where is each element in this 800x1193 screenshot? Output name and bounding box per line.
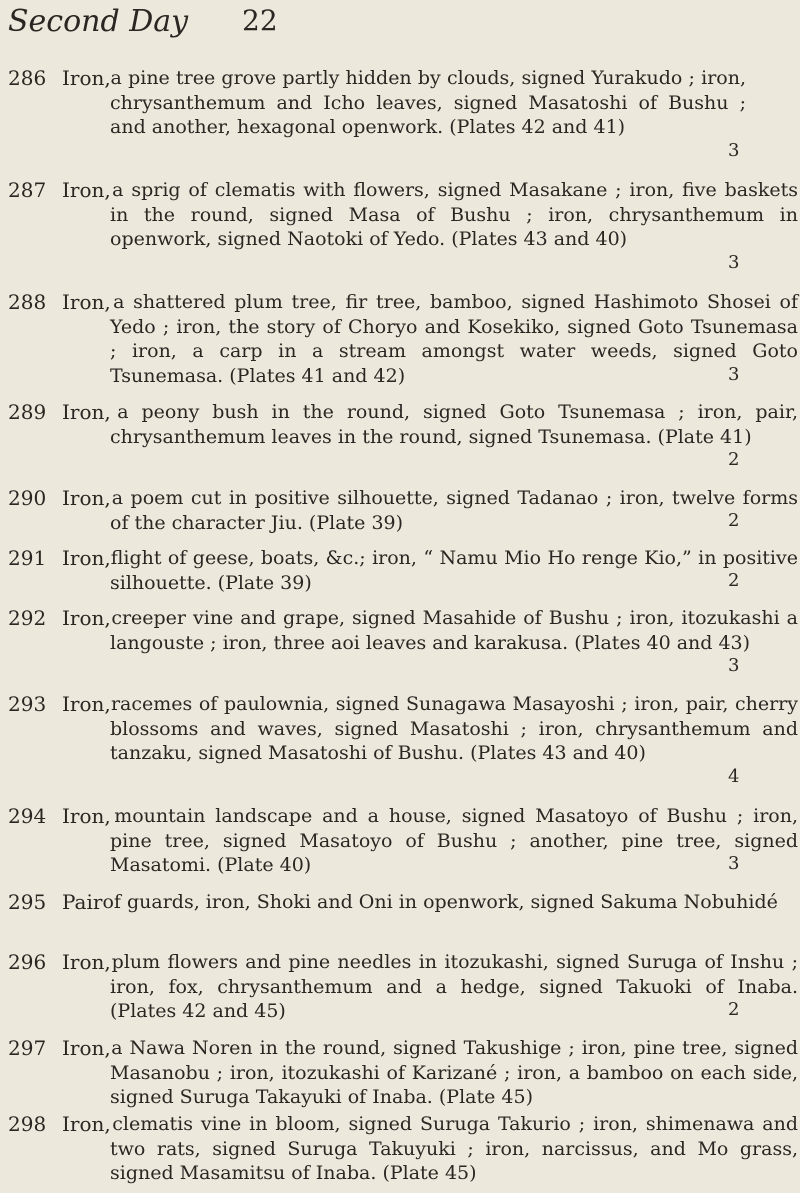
lot-description: [58, 66, 746, 140]
lot-quantity: 3: [728, 140, 740, 161]
lot-description: [58, 804, 798, 878]
lot-quantity: 2: [728, 449, 740, 470]
lot-description: [58, 290, 798, 388]
lot-number: 293: [8, 692, 47, 716]
lot-quantity: 2: [728, 570, 740, 591]
lot-lead-word: Iron,: [62, 950, 111, 974]
lot-description-text: a shattered plum tree, fir tree, bamboo, signed Hashimoto Shosei of Yedo ; iron, the story of Choryo and Kosekiko, signed Goto Tsunemasa ; iron, a carp in a stream amongst water weeds, signed Goto Tsunemasa. (Plates 41 and 42): [110, 291, 799, 387]
lot-lead-word: Iron,: [62, 804, 111, 828]
lot-lead-word: Iron,: [62, 1036, 111, 1060]
lot-quantity: 2: [728, 510, 740, 531]
lot-lead-word: Iron,: [62, 606, 111, 630]
lot-number: 289: [8, 400, 47, 424]
lot-quantity: 3: [728, 853, 740, 874]
lot-number: 292: [8, 606, 47, 630]
lot-description: [58, 606, 798, 655]
lot-lead-word: Iron,: [62, 486, 111, 510]
lot-quantity: 2: [728, 999, 740, 1020]
lot-description-text: racemes of paulownia, signed Sunagawa Masayoshi ; iron, pair, cherry blossoms and waves, signed Masatoshi ; iron, chrysanthemum and tanzaku, signed Masatoshi of Bushu. (Plates 43 and 40): [110, 693, 799, 764]
lot-lead-word: Iron,: [62, 1112, 111, 1136]
lot-number: 294: [8, 804, 47, 828]
lot-number: 296: [8, 950, 47, 974]
lot-description: [58, 692, 798, 766]
lot-lead-word: Iron,: [62, 66, 111, 90]
lot-description: [58, 950, 798, 1024]
lot-lead-word: Iron,: [62, 290, 111, 314]
lot-description-text: flight of geese, boats, &c.; iron, “ Namu Mio Ho renge Kio,” in positive silhouette. (Plate 39): [110, 547, 798, 594]
lot-description: [58, 400, 798, 449]
lot-description-text: clematis vine in bloom, signed Suruga Takurio ; iron, shimenawa and two rats, signed Suruga Takuyuki ; iron, narcissus, and Mo grass, signed Masamitsu of Inaba. (Plate 45): [110, 1113, 799, 1184]
lot-description-text: creeper vine and grape, signed Masahide of Bushu ; iron, itozukashi a langouste ; iron, three aoi leaves and karakusa. (Plates 40 and 43): [110, 607, 798, 654]
lot-lead-word: Pair: [62, 890, 103, 914]
lot-number: 295: [8, 890, 47, 914]
lot-description-text: a peony bush in the round, signed Goto Tsunemasa ; iron, pair, chrysanthemum leaves in the round, signed Tsunemasa. (Plate 41): [110, 401, 798, 448]
lot-number: 291: [8, 546, 47, 570]
page-number: 22: [242, 4, 278, 37]
lot-quantity: 3: [728, 655, 740, 676]
lot-quantity: 4: [728, 766, 740, 787]
lot-description-text: plum flowers and pine needles in itozukashi, signed Suruga of Inshu ; iron, fox, chrysanthemum and a hedge, signed Takuoki of Inaba. (Plates 42 and 45): [110, 951, 798, 1022]
lot-description: [58, 1036, 798, 1110]
lot-quantity: 3: [728, 252, 740, 273]
lot-description-text: a poem cut in positive silhouette, signed Tadanao ; iron, twelve forms of the character Jiu. (Plate 39): [110, 487, 798, 534]
lot-lead-word: Iron,: [62, 546, 111, 570]
lot-number: 286: [8, 66, 47, 90]
lot-description: [58, 546, 798, 595]
lot-number: 297: [8, 1036, 47, 1060]
page-header: [8, 4, 788, 44]
lot-description-text: of guards, iron, Shoki and Oni in openwork, signed Sakuma Nobuhidé: [102, 891, 778, 913]
section-title: Second Day: [8, 4, 189, 39]
lot-description: [58, 178, 798, 252]
lot-description-text: a Nawa Noren in the round, signed Takushige ; iron, pine tree, signed Masanobu ; iron, itozukashi of Karizané ; iron, a bamboo on each side, signed Suruga Takayuki of Inaba. (Plate 45): [110, 1037, 799, 1108]
lot-description-text: a sprig of clematis with flowers, signed Masakane ; iron, five baskets in the round, signed Masa of Bushu ; iron, chrysanthemum in openwork, signed Naotoki of Yedo. (Plates 43 and 40): [110, 179, 799, 250]
lot-description: [58, 890, 798, 915]
lot-number: 288: [8, 290, 47, 314]
lot-description: [58, 1112, 798, 1186]
lot-number: 298: [8, 1112, 47, 1136]
lot-lead-word: Iron,: [62, 178, 111, 202]
lot-quantity: 3: [728, 364, 740, 385]
lot-lead-word: Iron,: [62, 400, 111, 424]
lot-number: 287: [8, 178, 47, 202]
lot-description-text: mountain landscape and a house, signed Masatoyo of Bushu ; iron, pine tree, signed Masatoyo of Bushu ; another, pine tree, signed Masatomi. (Plate 40): [110, 805, 798, 876]
lot-lead-word: Iron,: [62, 692, 111, 716]
lot-description-text: a pine tree grove partly hidden by clouds, signed Yurakudo ; iron, chrysanthemum and Icho leaves, signed Masatoshi of Bushu ; and another, hexagonal openwork. (Plates 42 and 41): [110, 67, 747, 138]
lot-description: [58, 486, 798, 535]
lot-number: 290: [8, 486, 47, 510]
